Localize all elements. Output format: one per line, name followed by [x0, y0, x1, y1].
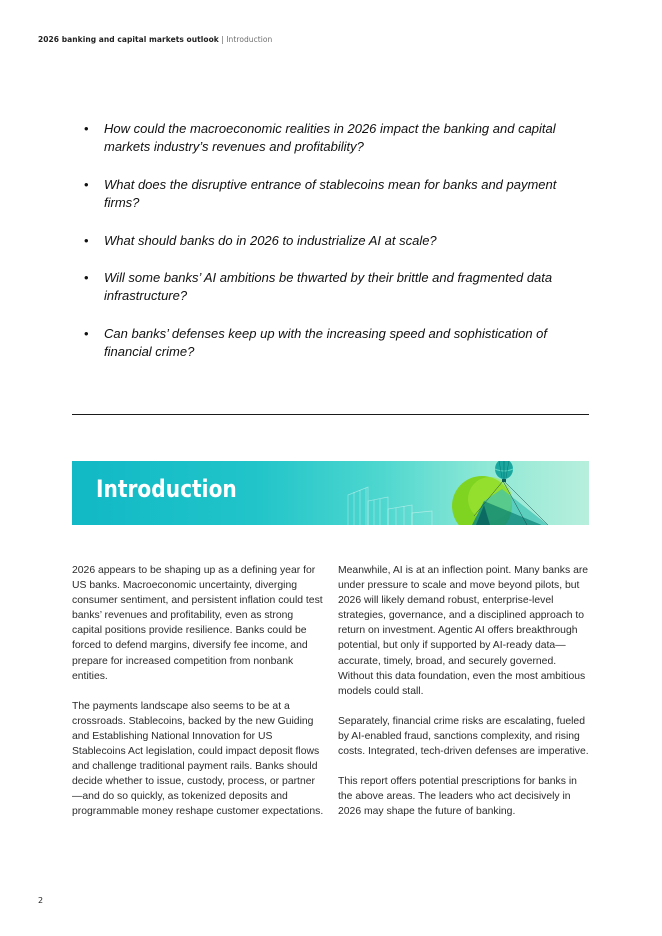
bullet-icon: • [84, 270, 89, 286]
page-number: 2 [38, 896, 44, 905]
question-item [84, 176, 584, 213]
header-title: 2026 banking and capital markets outlook [38, 35, 219, 44]
body-column-right [338, 563, 590, 834]
header-section: Introduction [226, 35, 273, 44]
question-item [84, 325, 584, 362]
section-banner [72, 461, 589, 525]
question-item [84, 269, 584, 306]
bullet-icon: • [84, 325, 89, 341]
question-text: Will some banks’ AI ambitions be thwarted by their brittle and fragmented data infrastructure? [104, 270, 553, 304]
questions-list [84, 120, 584, 381]
building-outlines-icon [348, 487, 432, 525]
section-divider [72, 414, 589, 415]
body-paragraph: Separately, financial crime risks are escalating, fueled by AI-enabled fraud, sanctions complexity, and rising costs. Integrated, tech-driven defenses are imperative. [338, 715, 589, 758]
question-item [84, 232, 584, 250]
body-paragraph: 2026 appears to be shaping up as a defining year for US banks. Macroeconomic uncertainty, diverging consumer sentiment, and persistent inflation could test banks’ revenues and profitability, even as strong capital positions provide resilience. Banks could be forced to defend margins, diversify fee income, and prepare for increased competition from nonbank entities. [72, 565, 323, 682]
question-text: What does the disruptive entrance of stablecoins mean for banks and payment firms? [104, 176, 557, 211]
header-separator: | [221, 35, 224, 44]
body-paragraph: Meanwhile, AI is at an inflection point. Many banks are under pressure to scale and move beyond pilots, but 2026 will likely demand robust, enterprise-level strategies, governance, and a disciplined approach to return on investment. Agentic AI offers breakthrough potential, but only if supported by AI-ready data—accurate, timely, broad, and securely governed. Without this data foundation, even the most ambitious models could stall. [338, 565, 589, 697]
question-item [84, 120, 584, 157]
question-text: How could the macroeconomic realities in 2026 impact the banking and capital markets industry’s revenues and profitability? [104, 121, 556, 155]
banner-title: Introduction [96, 475, 237, 503]
question-text: Can banks’ defenses keep up with the increasing speed and sophistication of financial crime? [104, 325, 548, 360]
body-column-left [72, 563, 324, 835]
body-paragraph: The payments landscape also seems to be at a crossroads. Stablecoins, backed by the new Guiding and Establishing National Innovation for US Stablecoins Act legislation, could impact deposit flows and challenge traditional payment rails. Banks should decide whether to issue, custody, process, or partner—and do so quickly, as tokenized deposits and programmable money reshape customer expectations. [72, 700, 324, 818]
bullet-icon: • [84, 232, 89, 248]
bullet-icon: • [84, 176, 89, 192]
question-text: What should banks do in 2026 to industrialize AI at scale? [104, 232, 437, 248]
bullet-icon: • [84, 121, 89, 136]
running-header [38, 35, 272, 44]
body-paragraph: This report offers potential prescriptions for banks in the above areas. The leaders who act decisively in 2026 may shape the future of banking. [338, 776, 577, 818]
